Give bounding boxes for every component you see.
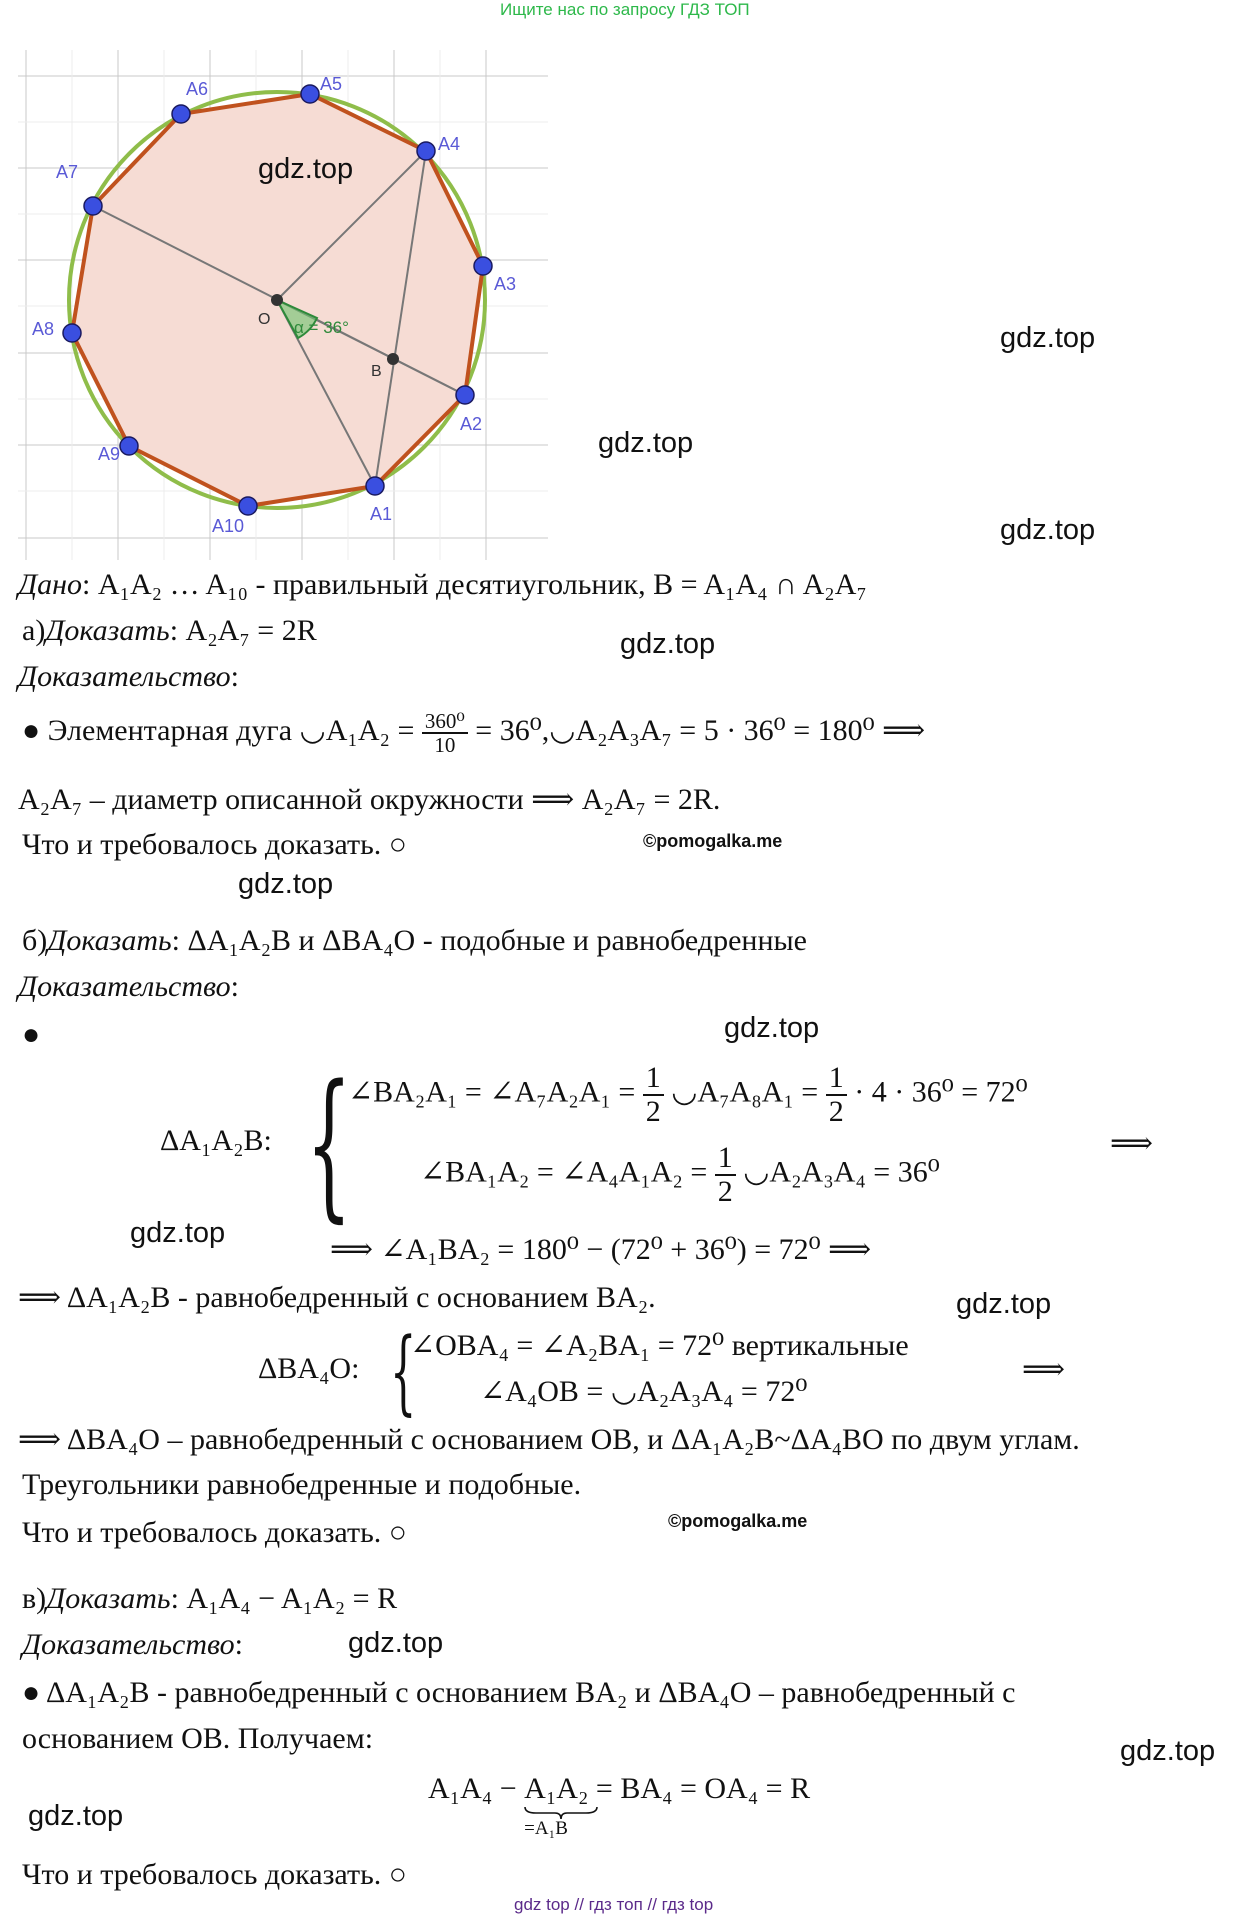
label-o: O: [258, 311, 271, 328]
part-b-statement: : ΔA₁A₂B и ΔBA₄O - подобные и равнобедренные: [171, 924, 807, 957]
proof-label: Доказательство: [18, 660, 231, 693]
copyright-mark: ©pomogalka.me: [668, 1511, 808, 1531]
proof-label: Доказательство: [18, 970, 231, 1003]
system2-line2: ∠A₄OB = ◡A₂A₃A₄ = 72⁰: [480, 1375, 808, 1408]
watermark: gdz.top: [724, 1012, 820, 1044]
part-a-line2: A₂A₇ – диаметр описанной окружности ⟹ A₂A₇ = 2R.: [18, 783, 721, 816]
part-a-line1: [22, 710, 925, 756]
part-a-title: [22, 614, 317, 648]
half-denominator: 2: [717, 1174, 733, 1208]
arc-result: = 36⁰,◡A₂A₃A₇ = 5 · 36⁰ = 180⁰ ⟹: [475, 713, 926, 747]
watermark: gdz.top: [598, 427, 694, 459]
top-search-link[interactable]: Ищите нас по запросу ГДЗ ТОП: [500, 0, 750, 19]
half-numerator: 1: [826, 1062, 847, 1096]
watermark: gdz.top: [620, 628, 716, 660]
angle-label: α = 36°: [294, 318, 349, 337]
part-a-word: Доказать: [45, 614, 170, 647]
label-a4: A4: [438, 134, 461, 154]
given-line: [18, 568, 867, 602]
half-fraction: [826, 1062, 847, 1127]
implies-arrow: ⟹: [1110, 1127, 1154, 1160]
sys1-l1-mid: ◡A₇A₈A₁ =: [671, 1075, 819, 1109]
watermark: gdz.top: [238, 868, 334, 900]
fraction-denominator: 10: [434, 733, 456, 758]
part-b-bullet: ●: [22, 1018, 41, 1051]
half-denominator: 2: [828, 1094, 844, 1128]
isosceles-line-1: ⟹ ΔA₁A₂B - равнобедренный с основанием BA₂.: [18, 1281, 656, 1314]
underbrace-term: [524, 1772, 589, 1839]
part-c-statement: : A₁A₄ − A₁A₂ = R: [170, 1582, 398, 1615]
system2-label: ΔBA₄O:: [258, 1352, 360, 1385]
decagon-figure: [18, 50, 558, 560]
proof-colon: :: [230, 970, 239, 1003]
copyright-mark: ©pomogalka.me: [643, 831, 783, 851]
half-numerator: 1: [715, 1142, 736, 1176]
watermark: gdz.top: [1000, 322, 1096, 354]
part-a-proof-label: [18, 660, 239, 694]
label-a5: A5: [320, 74, 343, 94]
isosceles-line-2: ⟹ ΔBA₄O – равнобедренный с основанием OB, и ΔA₁A₂B~ΔA₄BO по двум углам.: [18, 1423, 1080, 1456]
part-b-title: [22, 924, 807, 958]
watermark: gdz.top: [28, 1800, 124, 1832]
system1-line2: [420, 1142, 940, 1207]
part-a-prefix: а): [22, 614, 46, 647]
center-point: [271, 294, 283, 306]
watermark: gdz.top: [130, 1217, 226, 1249]
system1-label: ΔA₁A₂B:: [160, 1124, 272, 1157]
label-a10: A10: [212, 516, 245, 536]
underbrace-label: =A₁B: [524, 1818, 568, 1839]
arc-fraction: [422, 710, 468, 756]
watermark: gdz.top: [348, 1627, 444, 1659]
system1-brace: {: [306, 1050, 352, 1237]
watermark: gdz.top: [1120, 1735, 1216, 1767]
label-b: B: [371, 363, 382, 380]
part-c-qed: Что и требовалось доказать. ○: [22, 1858, 407, 1891]
footer-links[interactable]: gdz top // гдз топ // гдз top: [514, 1895, 714, 1914]
watermark: gdz.top: [956, 1288, 1052, 1320]
sys1-l2-pre: ∠BA₁A₂ = ∠A₄A₁A₂ =: [420, 1155, 708, 1189]
label-a8: A8: [32, 319, 55, 339]
label-a7: A7: [56, 162, 79, 182]
part-c-title: [22, 1582, 397, 1616]
half-fraction: [715, 1142, 736, 1207]
part-c-prefix: в): [22, 1582, 47, 1615]
label-a6: A6: [186, 79, 209, 99]
sys1-l2-post: ◡A₂A₃A₄ = 36⁰: [743, 1155, 940, 1189]
system2-brace: {: [390, 1318, 417, 1425]
label-a1: A1: [370, 504, 393, 524]
underbrace-value: A₁A₂: [524, 1772, 589, 1805]
half-fraction: [643, 1062, 664, 1127]
part-c-equation: [428, 1772, 811, 1839]
fraction-numerator: 360⁰: [422, 710, 468, 734]
sys1-l1-pre: ∠BA₂A₁ = ∠A₇A₂A₁ =: [348, 1075, 636, 1109]
label-a3: A3: [494, 274, 517, 294]
half-numerator: 1: [643, 1062, 664, 1096]
implies-arrow: ⟹: [1022, 1353, 1066, 1386]
part-b-proof-label: [18, 970, 239, 1004]
part-b-qed: Что и требовалось доказать. ○: [22, 1516, 407, 1549]
triangles-conclusion: Треугольники равнобедренные и подобные.: [22, 1468, 582, 1501]
proof-colon: :: [234, 1628, 243, 1661]
angle-sum-line: ⟹ ∠A₁BA₂ = 180⁰ − (72⁰ + 36⁰) = 72⁰ ⟹: [330, 1233, 872, 1266]
part-a-qed: Что и требовалось доказать. ○: [22, 828, 407, 861]
half-denominator: 2: [645, 1094, 661, 1128]
label-a9: A9: [98, 444, 121, 464]
proof-label: Доказательство: [22, 1628, 235, 1661]
arc-intro: ● Элементарная дуга ◡A₁A₂ =: [22, 713, 415, 747]
part-b-prefix: б): [22, 924, 48, 957]
point-b: [387, 353, 399, 365]
proof-colon: :: [230, 660, 239, 693]
part-c-line2: основанием OB. Получаем:: [22, 1722, 374, 1755]
label-a2: A2: [460, 414, 483, 434]
part-c-line1: ● ΔA₁A₂B - равнобедренный с основанием BA₂ и ΔBA₄O – равнобедренный с: [22, 1676, 1016, 1709]
given-text: : A₁A₂ … A₁₀ - правильный десятиугольник, B = A₁A₄ ∩ A₂A₇: [81, 568, 867, 601]
part-c-proof-label: [22, 1628, 243, 1662]
system1-line1: [348, 1062, 1028, 1127]
system2-line1: ∠OBA₄ = ∠A₂BA₁ = 72⁰ вертикальные: [410, 1329, 909, 1362]
eq-post: = BA₄ = OA₄ = R: [595, 1772, 811, 1805]
given-label: Дано: [18, 568, 82, 601]
sys1-l1-post: · 4 · 36⁰ = 72⁰: [854, 1075, 1028, 1109]
part-b-word: Доказать: [47, 924, 172, 957]
part-c-word: Доказать: [46, 1582, 171, 1615]
part-a-statement: : A₂A₇ = 2R: [169, 614, 317, 647]
watermark: gdz.top: [1000, 514, 1096, 546]
watermark: gdz.top: [258, 153, 354, 185]
eq-pre: A₁A₄ −: [428, 1772, 517, 1805]
